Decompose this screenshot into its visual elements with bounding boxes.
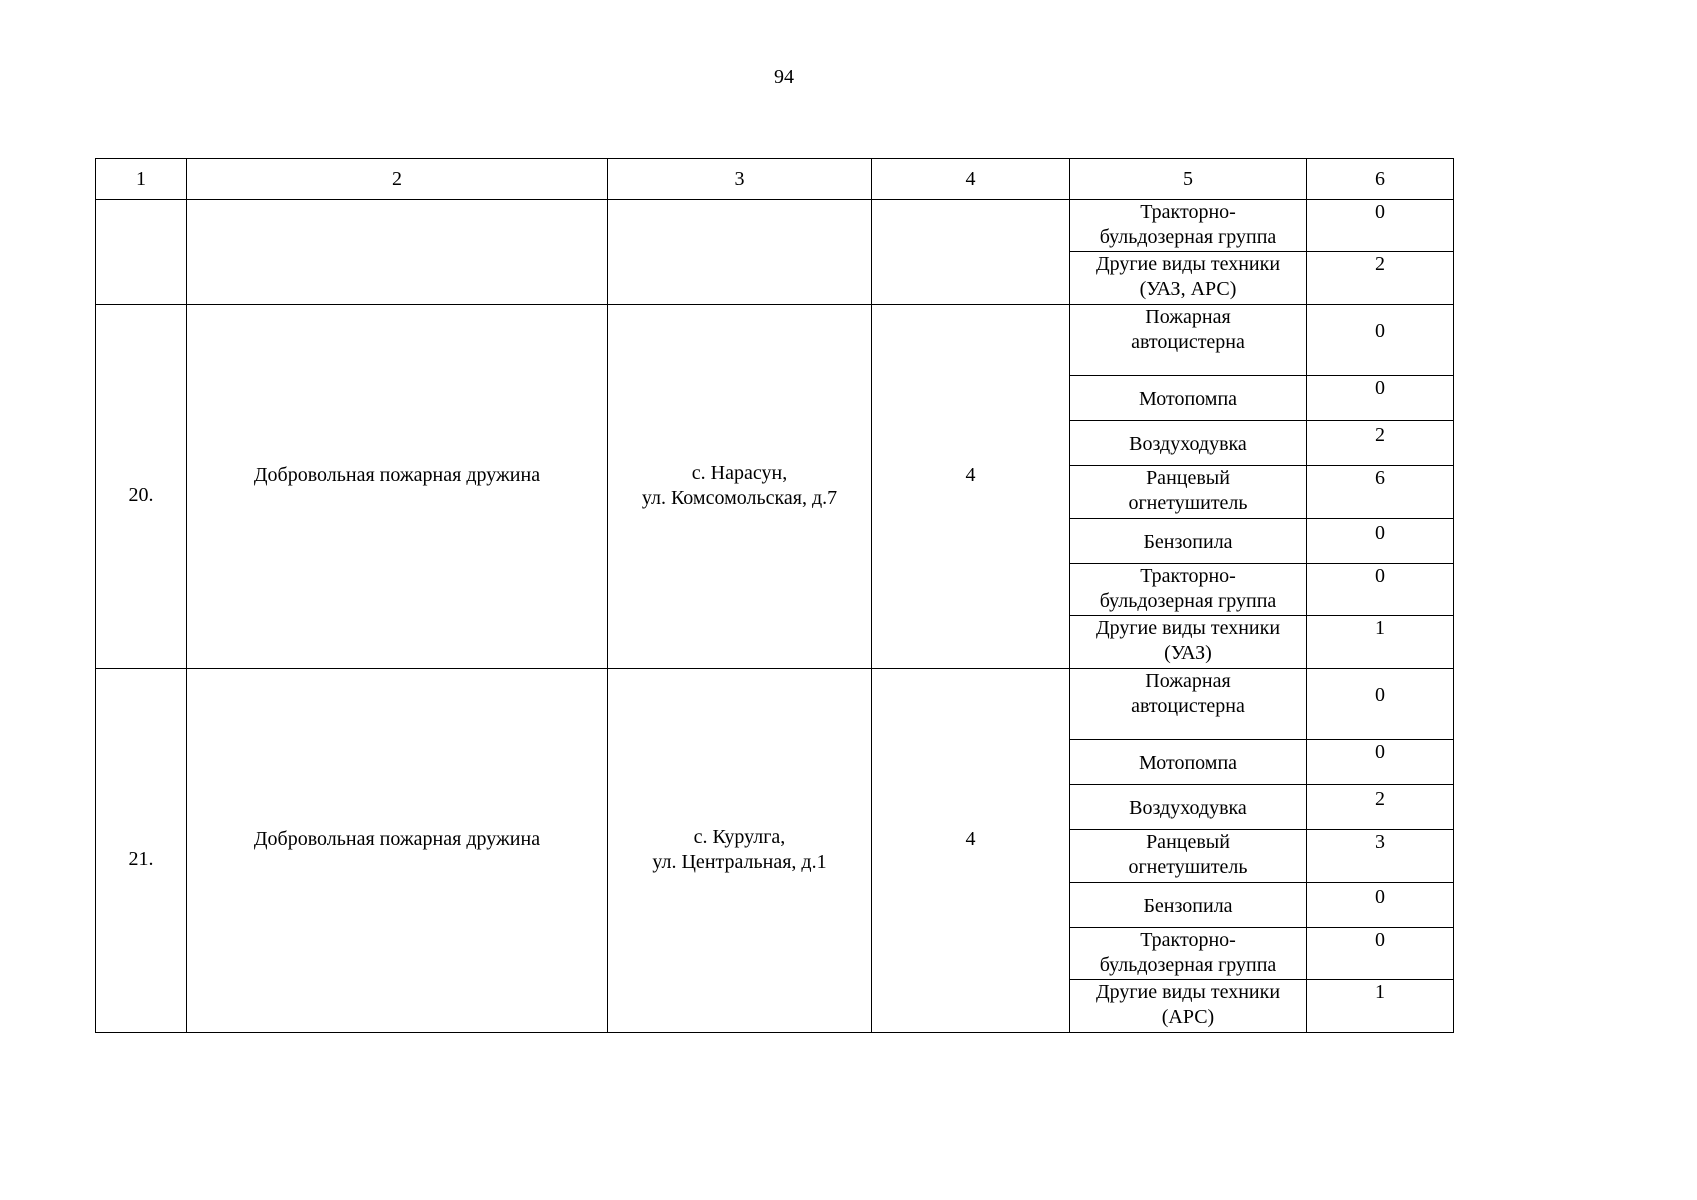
- number-cell: [96, 200, 187, 305]
- equipment-label-line: Другие виды техники: [1095, 253, 1281, 275]
- equipment-label-line: огнетушитель: [1128, 856, 1248, 878]
- staff-cell: [872, 200, 1070, 305]
- count-cell: 2: [1307, 785, 1454, 830]
- count-cell: 0: [1307, 740, 1454, 785]
- number-cell: 21.: [96, 669, 187, 1033]
- equipment-cell: Воздуходувка: [1070, 785, 1307, 830]
- equipment-label-line: Другие виды техники: [1095, 981, 1281, 1003]
- equipment-label-line: бульдозерная группа: [1099, 226, 1277, 248]
- name-cell: Добровольная пожарная дружина: [187, 669, 608, 1033]
- count-cell: 0: [1307, 564, 1454, 616]
- address-line: ул. Комсомольская, д.7: [641, 486, 838, 509]
- count-cell: 3: [1307, 830, 1454, 883]
- equipment-cell: [1070, 928, 1307, 980]
- name-cell: Добровольная пожарная дружина: [187, 305, 608, 669]
- address-cell: [608, 305, 872, 669]
- header-row: [96, 159, 1454, 200]
- count-cell: 2: [1307, 421, 1454, 466]
- count-cell: 0: [1307, 200, 1454, 252]
- table-row: [96, 200, 1454, 252]
- count-cell: 0: [1307, 883, 1454, 928]
- count-cell: 0: [1307, 928, 1454, 980]
- equipment-cell: [1070, 200, 1307, 252]
- equipment-label-line: Тракторно-: [1140, 201, 1236, 223]
- table-row: [96, 305, 1454, 376]
- equipment-cell: Бензопила: [1070, 519, 1307, 564]
- equipment-label-line: автоцистерна: [1131, 695, 1245, 717]
- address-cell: [608, 200, 872, 305]
- equipment-cell: [1070, 980, 1307, 1033]
- equipment-label-line: (УАЗ): [1164, 642, 1212, 664]
- header-cell: 5: [1070, 159, 1307, 200]
- header-cell: 3: [608, 159, 872, 200]
- equipment-cell: [1070, 830, 1307, 883]
- equipment-label-line: автоцистерна: [1131, 331, 1245, 353]
- header-cell: 1: [96, 159, 187, 200]
- name-cell: [187, 200, 608, 305]
- count-cell: 1: [1307, 980, 1454, 1033]
- equipment-cell: [1070, 616, 1307, 669]
- equipment-label-line: Другие виды техники: [1095, 617, 1281, 639]
- address-line: ул. Центральная, д.1: [652, 850, 827, 873]
- equipment-cell: [1070, 669, 1307, 740]
- equipment-label-line: огнетушитель: [1128, 492, 1248, 514]
- equipment-table: [95, 158, 1454, 1033]
- equipment-label-line: (АРС): [1161, 1006, 1215, 1028]
- staff-cell: 4: [872, 669, 1070, 1033]
- equipment-cell: [1070, 252, 1307, 305]
- equipment-label-line: бульдозерная группа: [1099, 954, 1277, 976]
- header-cell: 4: [872, 159, 1070, 200]
- equipment-label-line: Пожарная: [1145, 306, 1231, 328]
- address-line: с. Курулга,: [693, 825, 786, 848]
- count-cell: 0: [1307, 376, 1454, 421]
- equipment-label-line: Ранцевый: [1146, 467, 1230, 489]
- page-number: 94: [774, 66, 794, 88]
- count-cell: 6: [1307, 466, 1454, 519]
- address-line: с. Нарасун,: [691, 461, 788, 484]
- count-cell: 0: [1307, 669, 1454, 740]
- number-cell: 20.: [96, 305, 187, 669]
- equipment-label-line: Тракторно-: [1140, 929, 1236, 951]
- header-cell: 2: [187, 159, 608, 200]
- staff-cell: 4: [872, 305, 1070, 669]
- equipment-cell: Бензопила: [1070, 883, 1307, 928]
- equipment-label-line: Тракторно-: [1140, 565, 1236, 587]
- equipment-cell: [1070, 564, 1307, 616]
- equipment-label-line: Пожарная: [1145, 670, 1231, 692]
- equipment-cell: [1070, 305, 1307, 376]
- equipment-label-line: Ранцевый: [1146, 831, 1230, 853]
- count-cell: 2: [1307, 252, 1454, 305]
- equipment-cell: Воздуходувка: [1070, 421, 1307, 466]
- count-cell: 0: [1307, 519, 1454, 564]
- equipment-label-line: бульдозерная группа: [1099, 590, 1277, 612]
- equipment-cell: Мотопомпа: [1070, 376, 1307, 421]
- count-cell: 0: [1307, 305, 1454, 376]
- table-row: [96, 669, 1454, 740]
- count-cell: 1: [1307, 616, 1454, 669]
- address-cell: [608, 669, 872, 1033]
- equipment-cell: Мотопомпа: [1070, 740, 1307, 785]
- equipment-label-line: (УАЗ, АРС): [1139, 278, 1237, 300]
- header-cell: 6: [1307, 159, 1454, 200]
- equipment-cell: [1070, 466, 1307, 519]
